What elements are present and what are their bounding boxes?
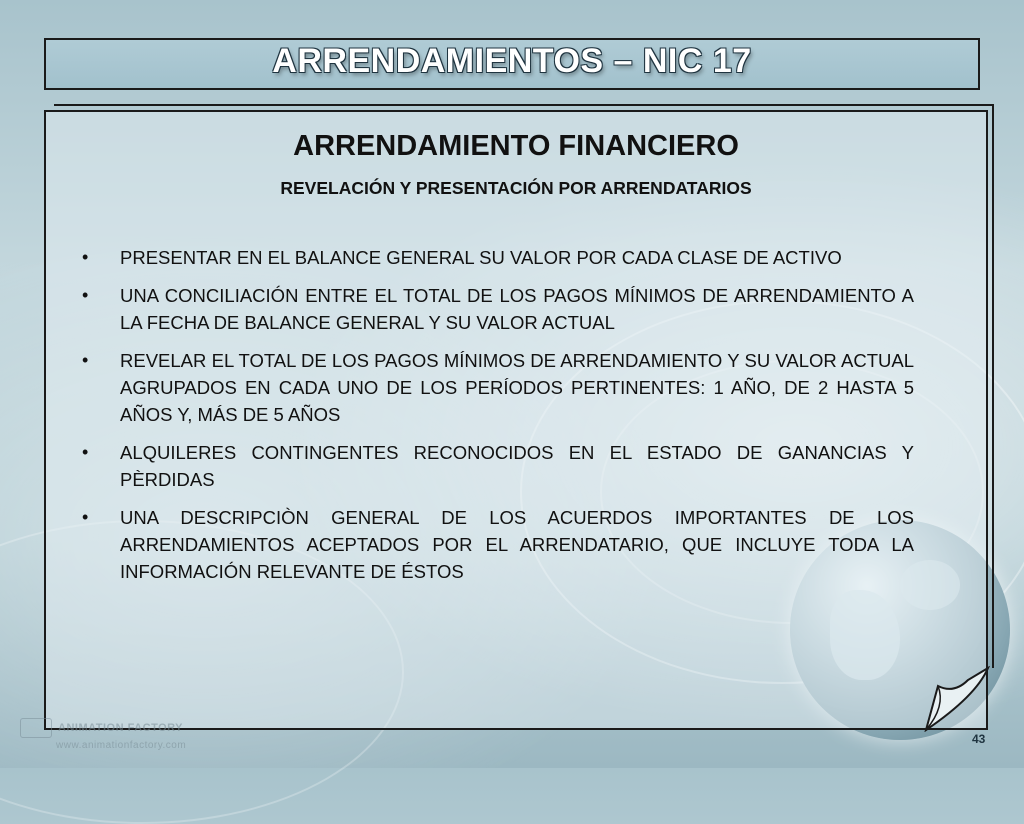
bullet-text: PRESENTAR EN EL BALANCE GENERAL SU VALOR POR CADA CLASE DE ACTIVO	[120, 247, 842, 268]
bullet-text: REVELAR EL TOTAL DE LOS PAGOS MÍNIMOS DE ARRENDAMIENTO Y SU VALOR ACTUAL AGRUPADOS EN CADA UNO DE LOS PERÍODOS PERTINENTES: 1 AÑO, DE 2 HASTA 5 AÑOS Y, MÁS DE 5 AÑOS	[120, 350, 914, 425]
page-curl-icon	[924, 666, 990, 732]
bullet-icon: •	[82, 442, 89, 462]
bullet-item	[78, 504, 914, 585]
bullet-icon: •	[82, 285, 89, 305]
section-subheading: REVELACIÓN Y PRESENTACIÓN POR ARRENDATARIOS	[280, 178, 752, 198]
slide-title-box	[44, 38, 980, 90]
bullet-text: UNA DESCRIPCIÒN GENERAL DE LOS ACUERDOS IMPORTANTES DE LOS ARRENDAMIENTOS ACEPTADOS POR EL ARRENDATARIO, QUE INCLUYE TODA LA INFORMACIÓN RELEVANTE DE ÉSTOS	[120, 507, 914, 582]
bullet-text: ALQUILERES CONTINGENTES RECONOCIDOS EN EL ESTADO DE GANANCIAS Y PÈRDIDAS	[120, 442, 914, 490]
section-heading: ARRENDAMIENTO FINANCIERO	[293, 130, 739, 162]
bullet-item	[78, 347, 914, 428]
bullet-list	[78, 244, 914, 596]
bullet-icon: •	[82, 247, 89, 267]
bullet-text: UNA CONCILIACIÓN ENTRE EL TOTAL DE LOS PAGOS MÍNIMOS DE ARRENDAMIENTO A LA FECHA DE BALANCE GENERAL Y SU VALOR ACTUAL	[120, 285, 914, 333]
page-number: 43	[972, 732, 986, 746]
watermark-brand: ANIMATION FACTORY	[58, 721, 184, 734]
content-panel	[44, 110, 988, 730]
slide-title: ARRENDAMIENTOS – NIC 17	[272, 41, 752, 80]
watermark-url: www.animationfactory.com	[56, 740, 187, 751]
bullet-icon: •	[82, 507, 89, 527]
watermark	[20, 718, 186, 751]
bullet-item	[78, 439, 914, 493]
animation-factory-logo	[20, 718, 52, 738]
bullet-item	[78, 244, 914, 271]
bullet-item	[78, 282, 914, 336]
bullet-icon: •	[82, 350, 89, 370]
